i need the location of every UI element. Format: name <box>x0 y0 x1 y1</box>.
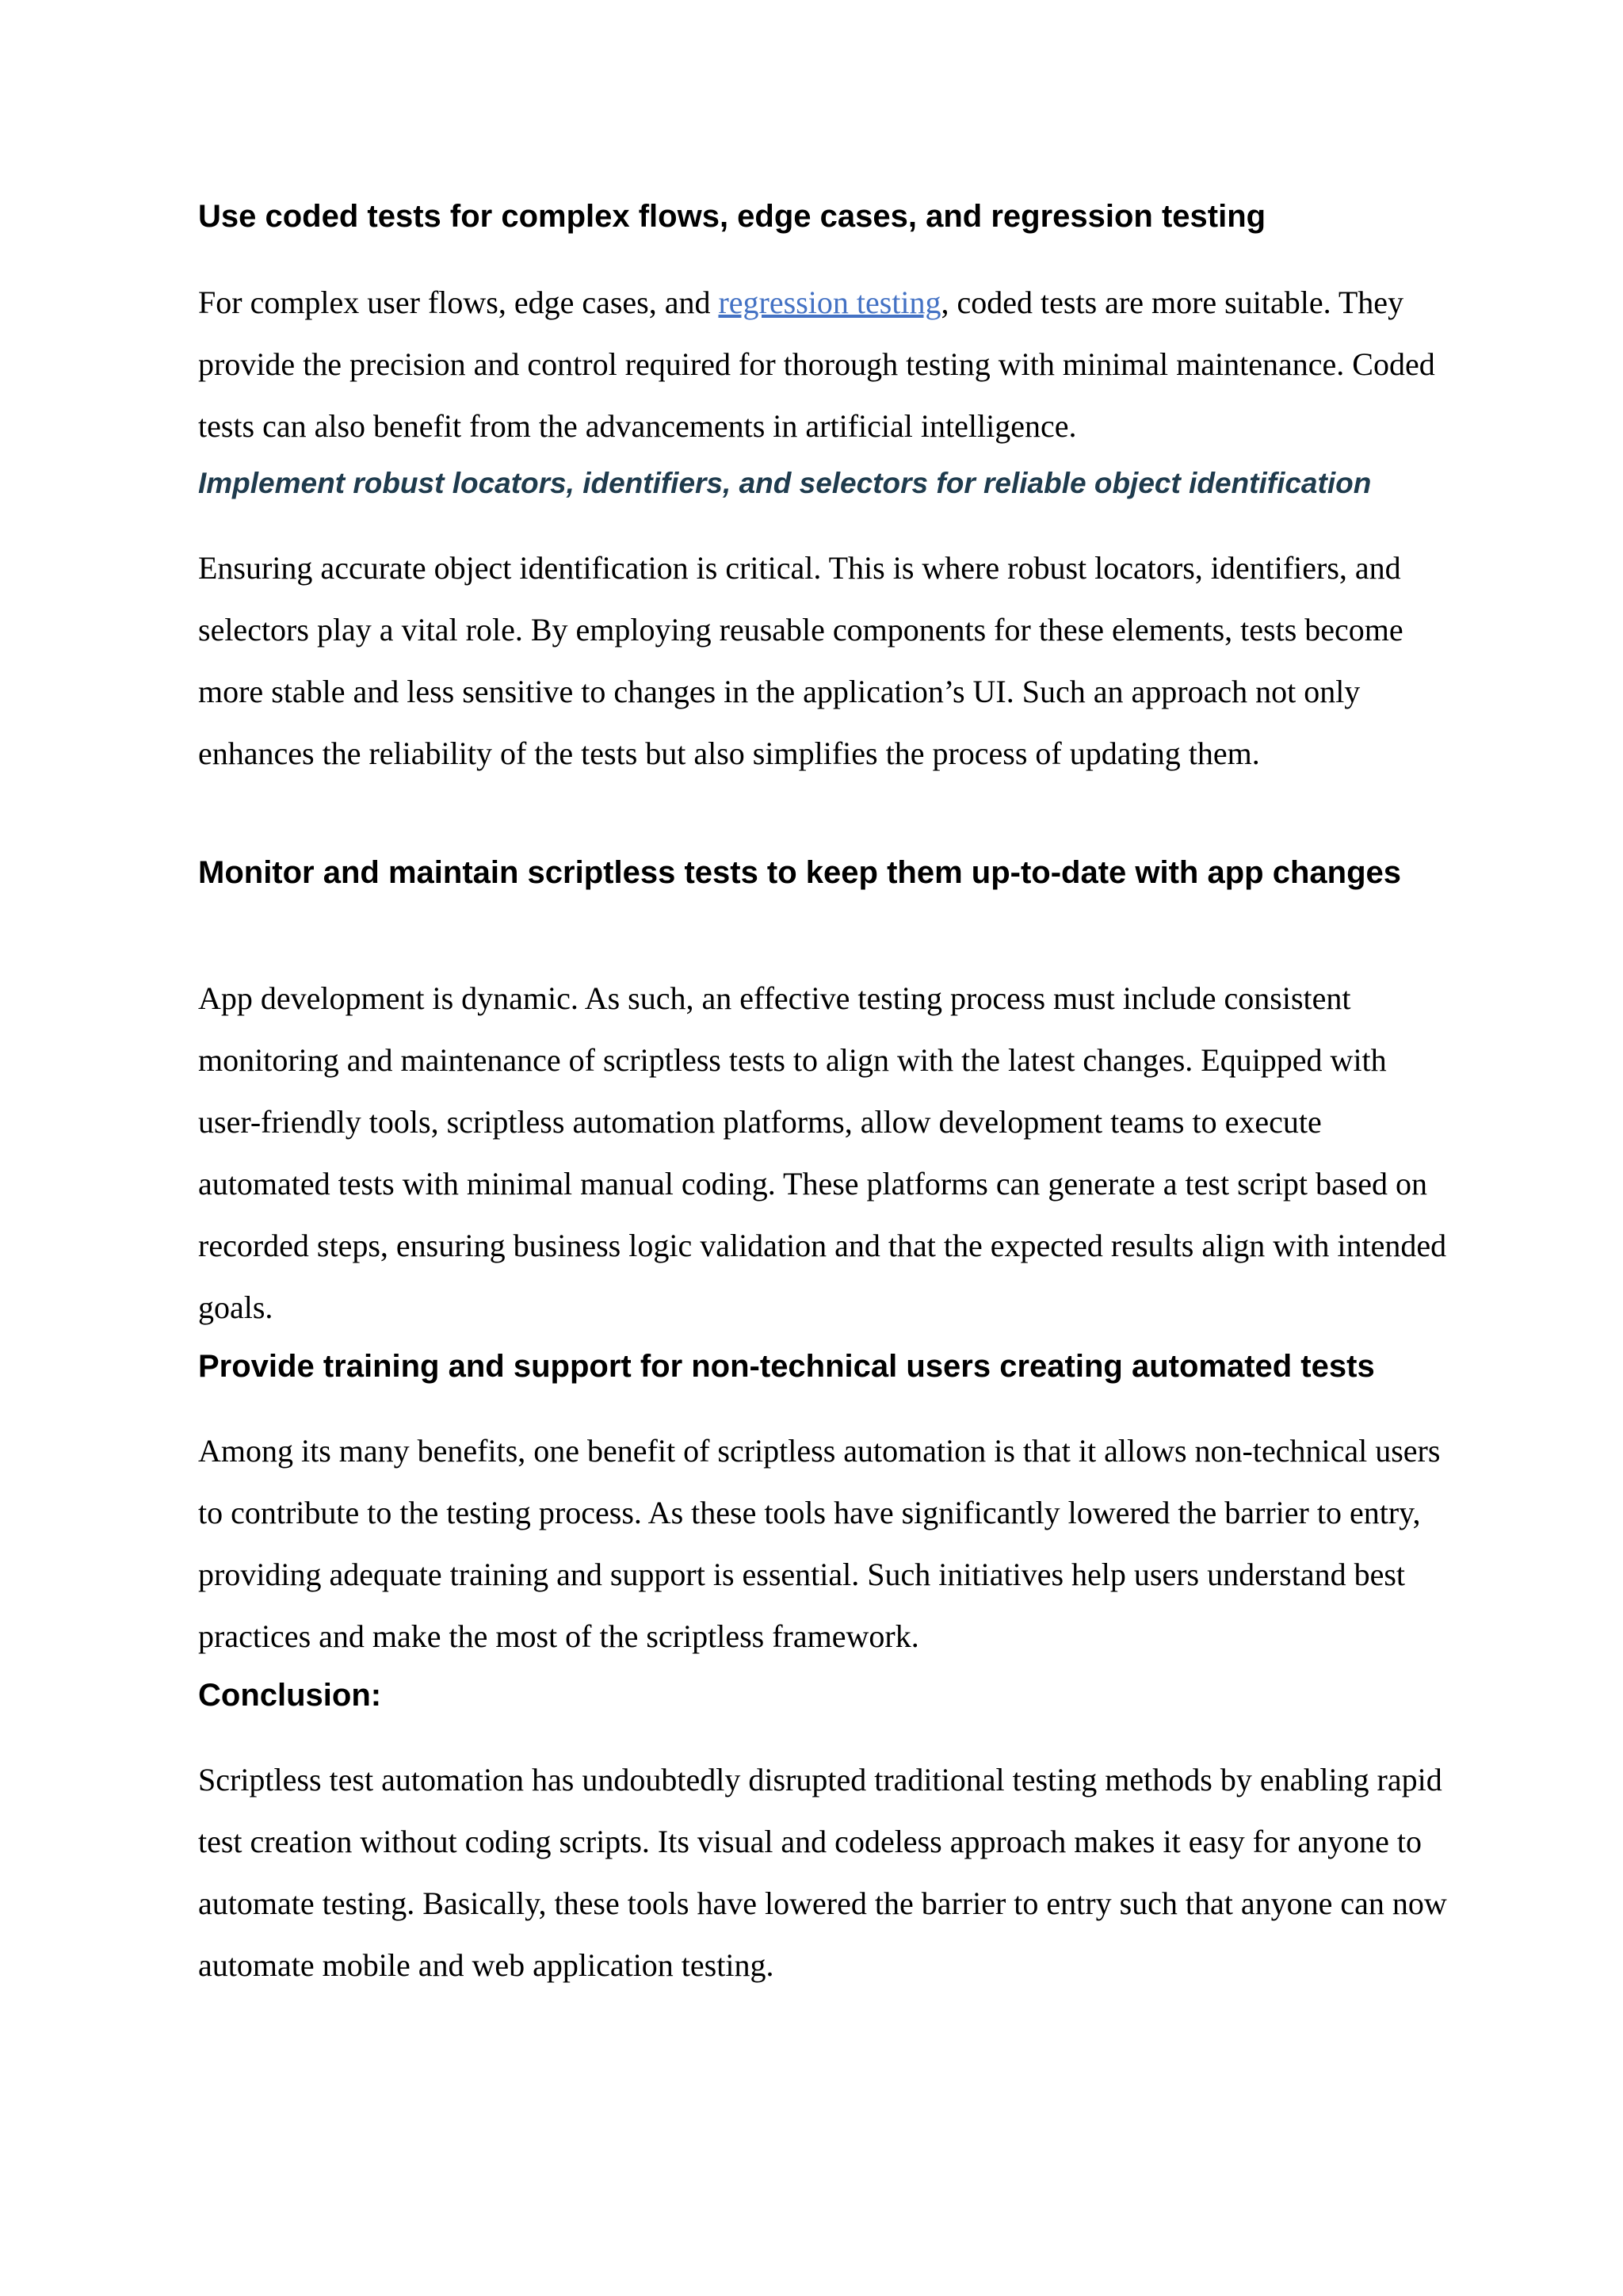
paragraph-coded-tests <box>198 272 1450 457</box>
paragraph-locators: Ensuring accurate object identification is critical. This is where robust locators, identifiers, and selectors play a vital role. By employing reusable components for these elements, tests become more stable and less sensitive to changes in the application’s UI. Such an approach not only enhances the reliability of the tests but also simplifies the process of updating them. <box>198 550 1403 771</box>
heading-conclusion: Conclusion: <box>198 1678 382 1713</box>
heading-monitor: Monitor and maintain scriptless tests to keep them up-to-date with app changes <box>198 855 1401 890</box>
paragraph-text: For complex user flows, edge cases, and <box>198 285 719 320</box>
paragraph-training: Among its many benefits, one benefit of scriptless automation is that it allows non-technical users to contribute to the testing process. As these tools have significantly lowered the barrier to entry, providing adequate training and support is essential. Such initiatives help users understand best practices and make the most of the scriptless framework. <box>198 1433 1441 1654</box>
regression-testing-link[interactable]: regression testing <box>718 285 941 320</box>
paragraph-monitor: App development is dynamic. As such, an effective testing process must include consistent monitoring and maintenance of scriptless tests to align with the latest changes. Equipped with user-friendly tools, scriptless automation platforms, allow development teams to execute automated tests with minimal manual coding. These platforms can generate a test script based on recorded steps, ensuring business logic validation and that the expected results align with intended goals. <box>198 980 1447 1325</box>
paragraph-text: , coded tests are more suitable. They provide the precision and control required for thorough testing with minimal maintenance. Coded tests can also benefit from the advancements in artificial intelligence. <box>198 285 1435 444</box>
paragraph-conclusion: Scriptless test automation has undoubtedly disrupted traditional testing methods by enabling rapid test creation without coding scripts. Its visual and codeless approach makes it easy for anyone to automate testing. Basically, these tools have lowered the barrier to entry such that anyone can now automate mobile and web application testing. <box>198 1762 1447 1983</box>
subheading-locators: Implement robust locators, identifiers, and selectors for reliable object identification <box>198 467 1372 499</box>
heading-training: Provide training and support for non-technical users creating automated tests <box>198 1349 1375 1384</box>
heading-coded-tests: Use coded tests for complex flows, edge cases, and regression testing <box>198 199 1266 234</box>
